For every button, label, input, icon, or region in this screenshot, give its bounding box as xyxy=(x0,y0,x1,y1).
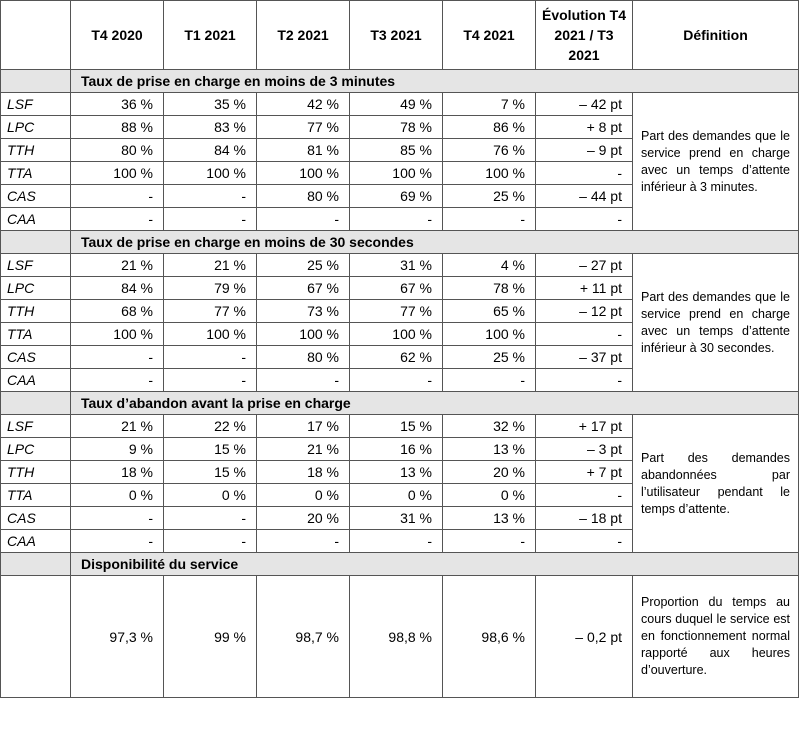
value-cell: 67 % xyxy=(257,277,350,300)
value-cell: 77 % xyxy=(257,116,350,139)
value-cell: 78 % xyxy=(443,277,536,300)
value-cell: - xyxy=(350,208,443,231)
row-code: TTA xyxy=(1,484,71,507)
value-cell: 100 % xyxy=(257,323,350,346)
value-cell: - xyxy=(164,530,257,553)
value-cell: 13 % xyxy=(443,438,536,461)
evolution-cell: – 0,2 pt xyxy=(536,576,633,698)
evolution-cell: + 7 pt xyxy=(536,461,633,484)
header-t4-2020: T4 2020 xyxy=(71,1,164,70)
section-header-spacer xyxy=(1,231,71,254)
row-code: CAS xyxy=(1,185,71,208)
evolution-cell: + 17 pt xyxy=(536,415,633,438)
value-cell: 100 % xyxy=(443,323,536,346)
value-cell: 18 % xyxy=(71,461,164,484)
row-code: CAS xyxy=(1,346,71,369)
value-cell: 21 % xyxy=(164,254,257,277)
value-cell: 100 % xyxy=(164,323,257,346)
evolution-cell: – 18 pt xyxy=(536,507,633,530)
value-cell: - xyxy=(350,530,443,553)
definition-cell: Part des demandes abandonnées par l’utilisateur pendant le temps d’attente. xyxy=(633,415,799,553)
value-cell: - xyxy=(71,346,164,369)
header-t4-2021: T4 2021 xyxy=(443,1,536,70)
value-cell: 21 % xyxy=(71,415,164,438)
section-header-row xyxy=(1,553,799,576)
evolution-cell: + 8 pt xyxy=(536,116,633,139)
value-cell: 77 % xyxy=(350,300,443,323)
section-header-row xyxy=(1,231,799,254)
value-cell: 100 % xyxy=(71,162,164,185)
evolution-cell: - xyxy=(536,530,633,553)
value-cell: 18 % xyxy=(257,461,350,484)
section-title: Taux de prise en charge en moins de 3 minutes xyxy=(71,70,799,93)
row-code: TTH xyxy=(1,139,71,162)
value-cell: 21 % xyxy=(71,254,164,277)
header-row xyxy=(1,1,799,70)
value-cell: 42 % xyxy=(257,93,350,116)
value-cell: - xyxy=(71,208,164,231)
evolution-cell: – 27 pt xyxy=(536,254,633,277)
value-cell: 81 % xyxy=(257,139,350,162)
value-cell: 20 % xyxy=(257,507,350,530)
evolution-cell: – 37 pt xyxy=(536,346,633,369)
value-cell: - xyxy=(257,208,350,231)
value-cell: 20 % xyxy=(443,461,536,484)
evolution-cell: – 9 pt xyxy=(536,139,633,162)
row-code: TTH xyxy=(1,300,71,323)
value-cell: 62 % xyxy=(350,346,443,369)
value-cell: - xyxy=(164,346,257,369)
value-cell: 7 % xyxy=(443,93,536,116)
value-cell: 0 % xyxy=(257,484,350,507)
value-cell: - xyxy=(443,208,536,231)
value-cell: 0 % xyxy=(350,484,443,507)
value-cell: 86 % xyxy=(443,116,536,139)
value-cell: 4 % xyxy=(443,254,536,277)
evolution-cell: + 11 pt xyxy=(536,277,633,300)
value-cell: 36 % xyxy=(71,93,164,116)
evolution-cell: - xyxy=(536,208,633,231)
row-code: LSF xyxy=(1,415,71,438)
value-cell: - xyxy=(71,530,164,553)
evolution-cell: - xyxy=(536,323,633,346)
section-title: Taux de prise en charge en moins de 30 secondes xyxy=(71,231,799,254)
value-cell: 76 % xyxy=(443,139,536,162)
value-cell: 25 % xyxy=(443,185,536,208)
value-cell: 25 % xyxy=(257,254,350,277)
header-t3-2021: T3 2021 xyxy=(350,1,443,70)
evolution-cell: - xyxy=(536,484,633,507)
value-cell: 84 % xyxy=(164,139,257,162)
value-cell: - xyxy=(257,530,350,553)
row-code: TTH xyxy=(1,461,71,484)
table-row xyxy=(1,415,799,438)
value-cell: 79 % xyxy=(164,277,257,300)
value-cell: 13 % xyxy=(350,461,443,484)
value-cell: 32 % xyxy=(443,415,536,438)
value-cell: - xyxy=(164,208,257,231)
value-cell: 31 % xyxy=(350,507,443,530)
value-cell: 85 % xyxy=(350,139,443,162)
value-cell: 100 % xyxy=(71,323,164,346)
value-cell: 17 % xyxy=(257,415,350,438)
value-cell: 65 % xyxy=(443,300,536,323)
evolution-cell: - xyxy=(536,369,633,392)
availability-empty-cell xyxy=(1,576,71,698)
value-cell: 21 % xyxy=(257,438,350,461)
value-cell: 69 % xyxy=(350,185,443,208)
value-cell: - xyxy=(164,369,257,392)
row-code: LPC xyxy=(1,277,71,300)
value-cell: - xyxy=(164,185,257,208)
value-cell: 80 % xyxy=(71,139,164,162)
value-cell: 35 % xyxy=(164,93,257,116)
row-code: CAS xyxy=(1,507,71,530)
row-code: CAA xyxy=(1,530,71,553)
value-cell: 68 % xyxy=(71,300,164,323)
value-cell: - xyxy=(443,530,536,553)
section-title: Taux d’abandon avant la prise en charge xyxy=(71,392,799,415)
value-cell: - xyxy=(257,369,350,392)
value-cell: - xyxy=(443,369,536,392)
section-header-spacer xyxy=(1,392,71,415)
table-row xyxy=(1,254,799,277)
value-cell: 100 % xyxy=(350,162,443,185)
value-cell: 98,6 % xyxy=(443,576,536,698)
row-code: CAA xyxy=(1,208,71,231)
header-evolution: Évolution T4 2021 / T3 2021 xyxy=(536,1,633,70)
row-code: LSF xyxy=(1,93,71,116)
evolution-cell: – 44 pt xyxy=(536,185,633,208)
value-cell: 22 % xyxy=(164,415,257,438)
definition-cell: Proportion du temps au cours duquel le service est en fonctionnement normal rapporté aux heures d’ouverture. xyxy=(633,576,799,698)
value-cell: 83 % xyxy=(164,116,257,139)
value-cell: 31 % xyxy=(350,254,443,277)
value-cell: 67 % xyxy=(350,277,443,300)
evolution-cell: - xyxy=(536,162,633,185)
section-title: Disponibilité du service xyxy=(71,553,799,576)
value-cell: 13 % xyxy=(443,507,536,530)
value-cell: 84 % xyxy=(71,277,164,300)
value-cell: 100 % xyxy=(164,162,257,185)
definition-cell: Part des demandes que le service prend en charge avec un temps d’attente inférieur à 30 secondes. xyxy=(633,254,799,392)
row-code: LSF xyxy=(1,254,71,277)
value-cell: - xyxy=(71,185,164,208)
value-cell: - xyxy=(164,507,257,530)
table-row xyxy=(1,93,799,116)
value-cell: - xyxy=(71,507,164,530)
availability-row xyxy=(1,576,799,698)
row-code: CAA xyxy=(1,369,71,392)
value-cell: 99 % xyxy=(164,576,257,698)
section-header-row xyxy=(1,70,799,93)
value-cell: - xyxy=(71,369,164,392)
value-cell: 73 % xyxy=(257,300,350,323)
value-cell: 49 % xyxy=(350,93,443,116)
header-definition: Définition xyxy=(633,1,799,70)
header-t2-2021: T2 2021 xyxy=(257,1,350,70)
value-cell: 100 % xyxy=(443,162,536,185)
evolution-cell: – 12 pt xyxy=(536,300,633,323)
value-cell: 80 % xyxy=(257,346,350,369)
value-cell: 0 % xyxy=(443,484,536,507)
value-cell: 0 % xyxy=(164,484,257,507)
value-cell: 0 % xyxy=(71,484,164,507)
definition-cell: Part des demandes que le service prend en charge avec un temps d’attente inférieur à 3 minutes. xyxy=(633,93,799,231)
row-code: LPC xyxy=(1,116,71,139)
header-empty-cell xyxy=(1,1,71,70)
value-cell: 77 % xyxy=(164,300,257,323)
value-cell: 98,8 % xyxy=(350,576,443,698)
value-cell: 25 % xyxy=(443,346,536,369)
evolution-cell: – 3 pt xyxy=(536,438,633,461)
value-cell: 100 % xyxy=(257,162,350,185)
value-cell: - xyxy=(350,369,443,392)
row-code: TTA xyxy=(1,323,71,346)
header-t1-2021: T1 2021 xyxy=(164,1,257,70)
value-cell: 9 % xyxy=(71,438,164,461)
evolution-cell: – 42 pt xyxy=(536,93,633,116)
value-cell: 97,3 % xyxy=(71,576,164,698)
value-cell: 16 % xyxy=(350,438,443,461)
section-header-spacer xyxy=(1,70,71,93)
row-code: LPC xyxy=(1,438,71,461)
value-cell: 100 % xyxy=(350,323,443,346)
value-cell: 15 % xyxy=(164,438,257,461)
value-cell: 78 % xyxy=(350,116,443,139)
value-cell: 80 % xyxy=(257,185,350,208)
section-header-row xyxy=(1,392,799,415)
section-header-spacer xyxy=(1,553,71,576)
value-cell: 88 % xyxy=(71,116,164,139)
value-cell: 15 % xyxy=(350,415,443,438)
value-cell: 98,7 % xyxy=(257,576,350,698)
row-code: TTA xyxy=(1,162,71,185)
value-cell: 15 % xyxy=(164,461,257,484)
